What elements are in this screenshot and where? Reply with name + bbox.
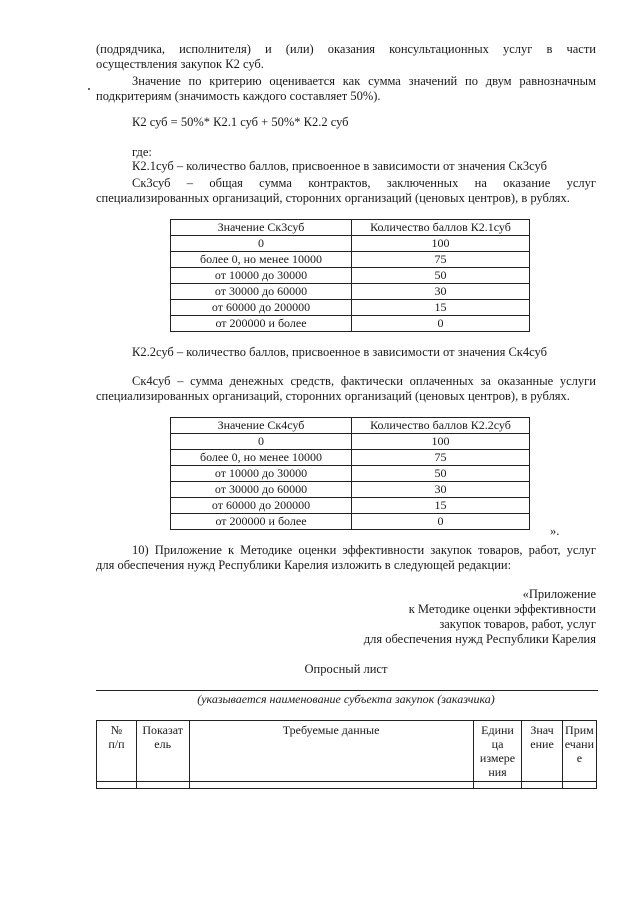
score-table-k22 — [170, 417, 530, 530]
points-cell: 50 — [352, 268, 530, 284]
range-cell: более 0, но менее 10000 — [171, 252, 352, 268]
appendix-header-line3: закупок товаров, работ, услуг — [439, 617, 596, 631]
range-cell: от 200000 и более — [171, 514, 352, 530]
points-cell: 75 — [352, 450, 530, 466]
definition-ck3-line1: Ск3суб – общая сумма контрактов, заключенных на оказание услуг — [132, 176, 596, 190]
para-value-line1: Значение по критерию оценивается как сумма значений по двум равнозначным — [132, 74, 596, 88]
table-row — [171, 300, 530, 316]
col-number — [97, 721, 137, 782]
appendix-header-line4: для обеспечения нужд Республики Карелия — [363, 632, 596, 646]
questionnaire-header-row — [97, 721, 597, 782]
table-row — [171, 252, 530, 268]
entity-name-line — [96, 690, 598, 691]
closing-quote: ». — [550, 524, 560, 538]
table-cell — [473, 782, 522, 789]
table-header-points: Количество баллов К2.1суб — [352, 220, 530, 236]
table-row — [171, 466, 530, 482]
table-cell — [522, 782, 562, 789]
points-cell: 30 — [352, 284, 530, 300]
col-value-line2: ение — [530, 737, 554, 751]
para-continuation-line2: осуществления закупок К2 суб. — [96, 57, 264, 71]
col-indicator-line1: Показат — [142, 723, 183, 737]
points-cell: 75 — [352, 252, 530, 268]
definition-ck3-line2: специализированных организаций, сторонних организаций (ценовых центров), в рублях. — [96, 191, 570, 205]
col-required-data — [189, 721, 473, 782]
col-unit-line4: ния — [488, 765, 507, 779]
table-cell — [136, 782, 189, 789]
points-cell: 100 — [352, 434, 530, 450]
range-cell: от 30000 до 60000 — [171, 482, 352, 498]
table-header-value: Значение Ск4суб — [171, 418, 352, 434]
col-unit-line2: ца — [491, 737, 504, 751]
range-cell: от 10000 до 30000 — [171, 268, 352, 284]
table-header-value: Значение Ск3суб — [171, 220, 352, 236]
appendix-header-line2: к Методике оценки эффективности — [408, 602, 596, 616]
table-header-row — [171, 418, 530, 434]
where-label: где: — [132, 145, 152, 159]
table-cell — [189, 782, 473, 789]
scan-speck — [88, 88, 90, 90]
col-note-line3: е — [576, 751, 583, 765]
col-value-line1: Знач — [530, 723, 554, 737]
item10-line1: 10) Приложение к Методике оценки эффективности закупок товаров, работ, услуг — [132, 543, 596, 557]
table-cell — [97, 782, 137, 789]
col-note — [562, 721, 596, 782]
definition-k21: К2.1суб – количество баллов, присвоенное в зависимости от значения Ск3суб — [132, 159, 547, 173]
entity-caption: (указывается наименование субъекта закупок (заказчика) — [197, 692, 495, 706]
questionnaire-row-continuation — [97, 782, 597, 789]
col-unit-line3: измере — [479, 751, 516, 765]
score-table-k21 — [170, 219, 530, 332]
range-cell: более 0, но менее 10000 — [171, 450, 352, 466]
questionnaire-title: Опросный лист — [304, 662, 388, 676]
table-header-row — [171, 220, 530, 236]
definition-ck4-line1: Ск4суб – сумма денежных средств, фактически оплаченных за оказанные услуги — [132, 374, 596, 388]
table-row — [171, 284, 530, 300]
questionnaire-table — [96, 720, 597, 789]
col-number-line2: п/п — [108, 737, 125, 751]
points-cell: 30 — [352, 482, 530, 498]
col-note-line2: ечани — [564, 737, 594, 751]
points-cell: 100 — [352, 236, 530, 252]
formula-k2: К2 суб = 50%* К2.1 суб + 50%* К2.2 суб — [132, 115, 349, 129]
table-row — [171, 482, 530, 498]
col-required-data-line1: Требуемые данные — [282, 723, 380, 737]
table-row — [171, 434, 530, 450]
range-cell: от 200000 и более — [171, 316, 352, 332]
col-note-line1: Прим — [565, 723, 594, 737]
points-cell: 50 — [352, 466, 530, 482]
table-row — [171, 450, 530, 466]
para-continuation-line1: (подрядчика, исполнителя) и (или) оказания консультационных услуг в части — [96, 42, 596, 56]
table-row — [171, 316, 530, 332]
col-unit-line1: Едини — [481, 723, 514, 737]
points-cell: 15 — [352, 300, 530, 316]
range-cell: 0 — [171, 434, 352, 450]
col-unit — [473, 721, 522, 782]
item10-line2: для обеспечения нужд Республики Карелия изложить в следующей редакции: — [96, 558, 512, 572]
range-cell: 0 — [171, 236, 352, 252]
table-header-points: Количество баллов К2.2суб — [352, 418, 530, 434]
definition-ck4-line2: специализированных организаций, сторонних организаций (ценовых центров), в рублях. — [96, 389, 570, 403]
table-row — [171, 514, 530, 530]
range-cell: от 60000 до 200000 — [171, 300, 352, 316]
table-row — [171, 268, 530, 284]
col-value — [522, 721, 562, 782]
definition-k22: К2.2суб – количество баллов, присвоенное в зависимости от значения Ск4суб — [132, 345, 547, 359]
col-number-line1: № — [110, 723, 123, 737]
col-indicator-line2: ель — [154, 737, 172, 751]
range-cell: от 60000 до 200000 — [171, 498, 352, 514]
appendix-header-line1: «Приложение — [522, 587, 596, 601]
points-cell: 0 — [352, 316, 530, 332]
para-value-line2: подкритериям (значимость каждого составляет 50%). — [96, 89, 381, 103]
table-cell — [562, 782, 596, 789]
table-row — [171, 236, 530, 252]
col-indicator — [136, 721, 189, 782]
range-cell: от 10000 до 30000 — [171, 466, 352, 482]
table-row — [171, 498, 530, 514]
points-cell: 0 — [352, 514, 530, 530]
range-cell: от 30000 до 60000 — [171, 284, 352, 300]
points-cell: 15 — [352, 498, 530, 514]
